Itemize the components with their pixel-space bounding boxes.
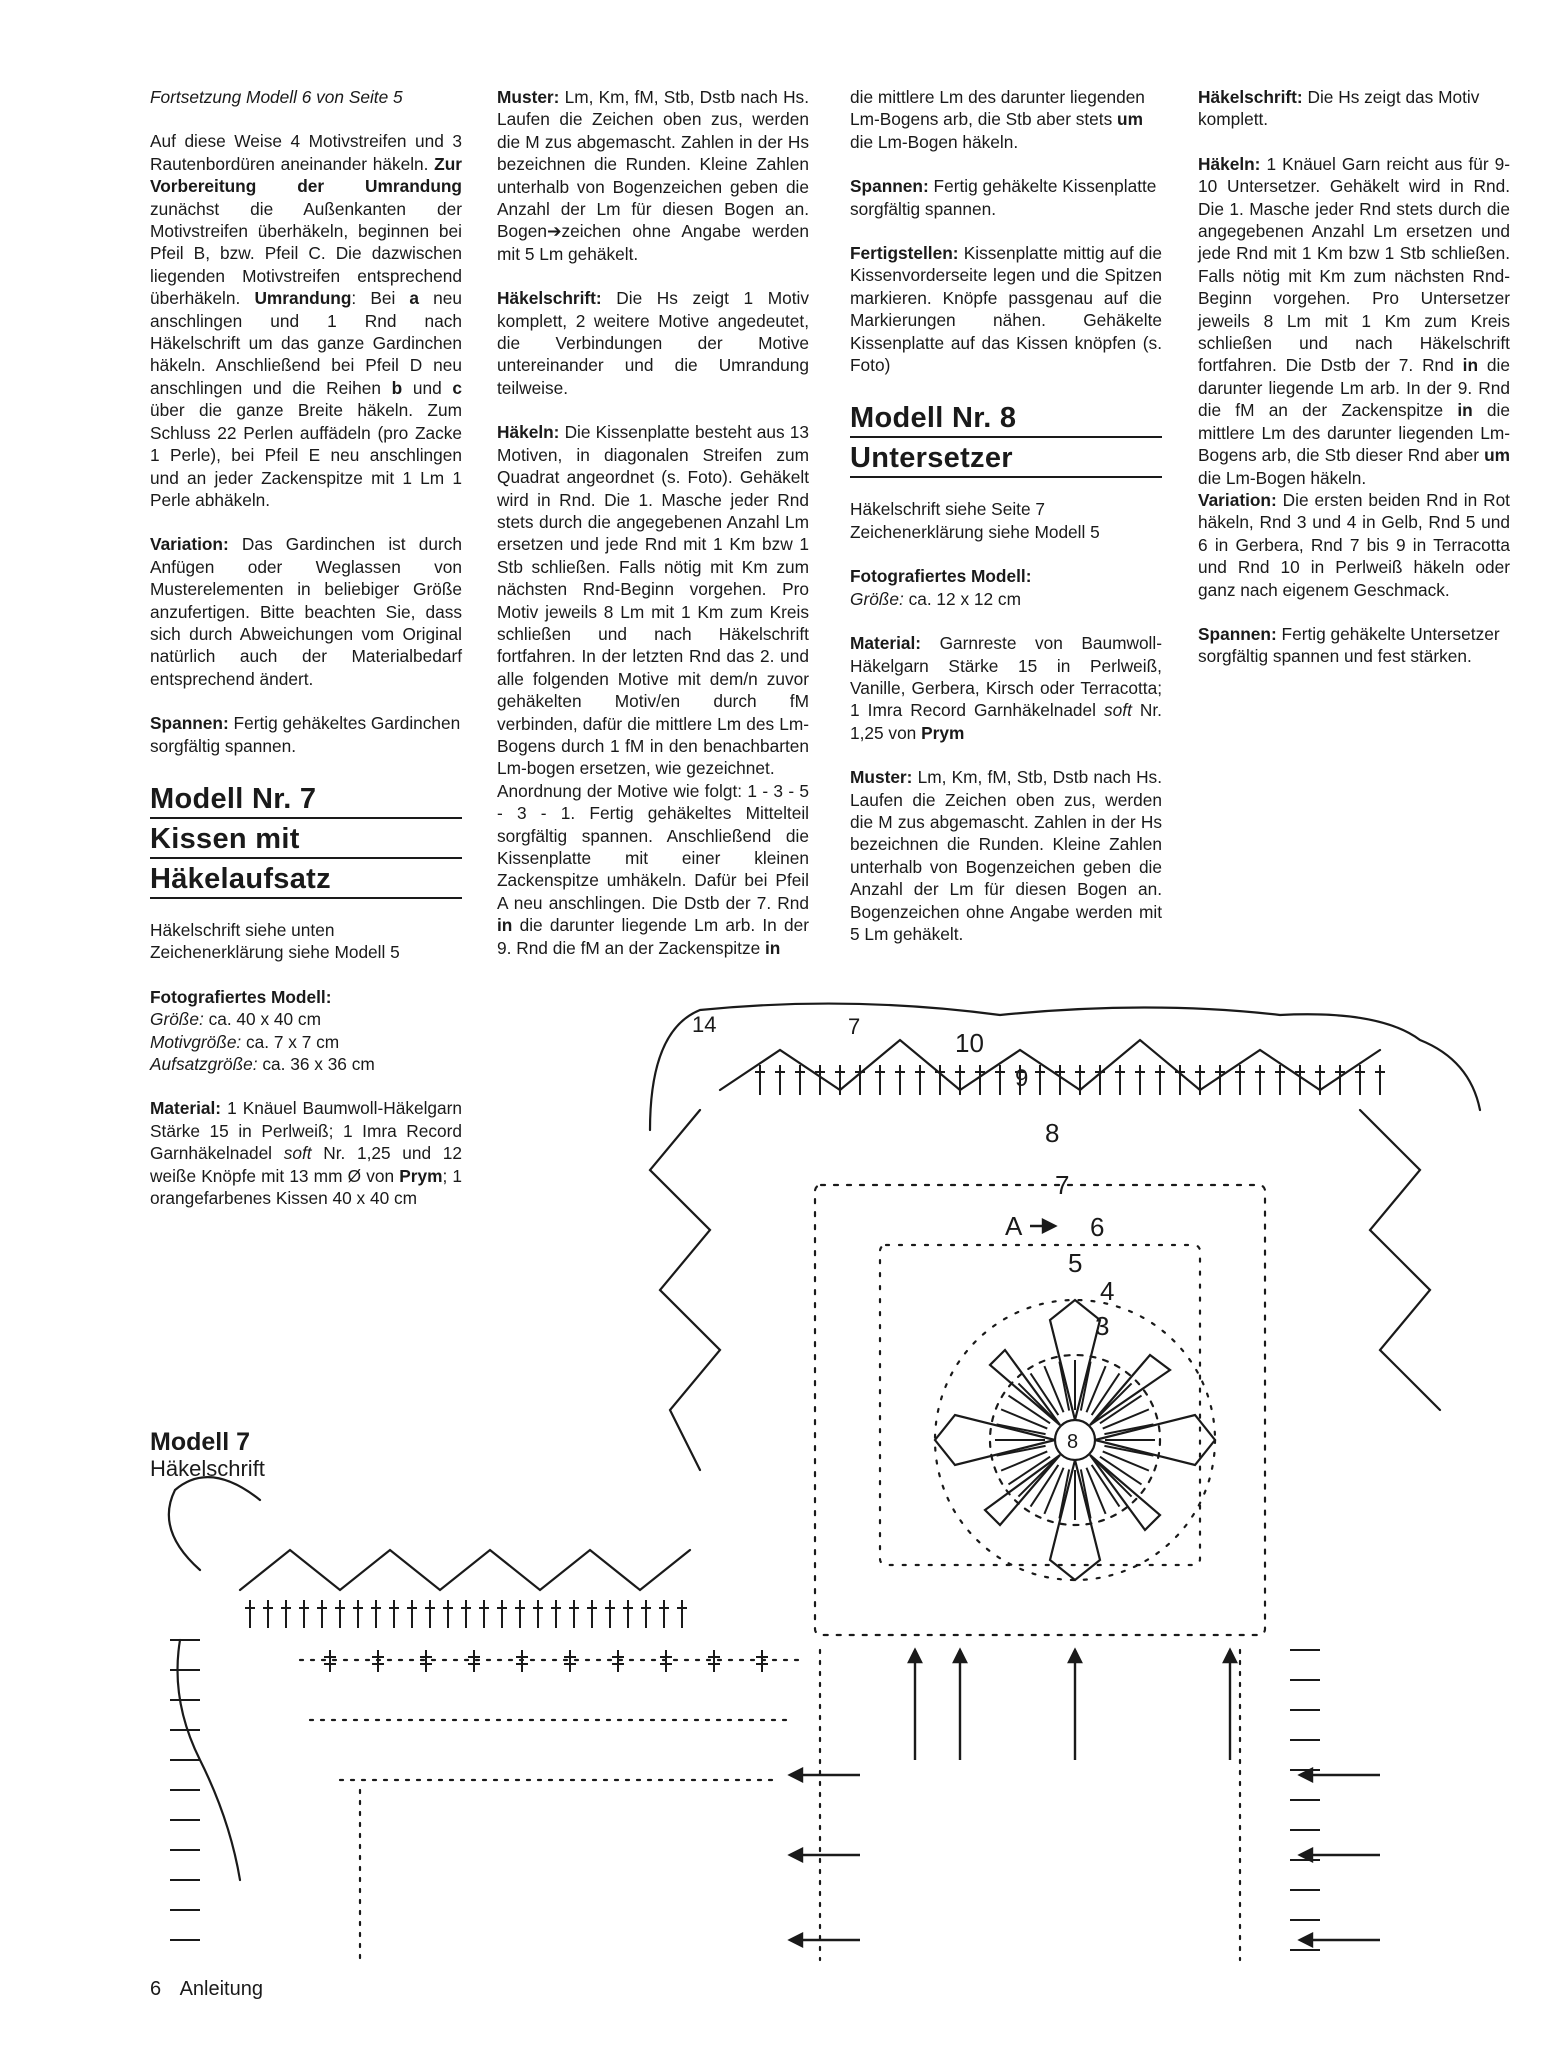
- join-arrow-head: [1069, 1650, 1081, 1662]
- radial-stitch: [1104, 1446, 1153, 1456]
- radial-stitch: [1081, 1469, 1091, 1518]
- radial-stitch: [1104, 1424, 1153, 1434]
- zigzag-right: [1360, 1110, 1440, 1410]
- label-round-4: 4: [1100, 1276, 1115, 1306]
- chart-caption-subtitle: Häkelschrift: [150, 1456, 265, 1481]
- radial-stitch: [1059, 1469, 1069, 1518]
- join-arrow-head: [790, 1769, 802, 1781]
- radial-stitch: [1086, 1366, 1105, 1412]
- model-8-haekelschrift: Häkelschrift: Die Hs zeigt das Motiv komplett.: [1198, 87, 1480, 130]
- join-arrow-head: [790, 1849, 802, 1861]
- model-7-photo-info: Fotografiertes Modell: Größe: ca. 40 x 40 cm Motivgröße: ca. 7 x 7 cm Aufsatzgröße: ca. 36 x 36 cm: [150, 986, 375, 1074]
- label-round-6: 6: [1090, 1212, 1105, 1242]
- page-footer: [150, 1978, 277, 2001]
- model-8-photo-info: Fotografiertes Modell: Größe: ca. 12 x 12 cm: [850, 566, 1032, 609]
- model-8-spannen: Spannen: Fertig gehäkelte Untersetzer sorgfältig spannen und fest stärken.: [1198, 623, 1500, 667]
- join-arrow-head: [790, 1934, 802, 1946]
- model-8-material: Material: Garnreste von Baumwoll-Häkelgarn Stärke 15 in Perlweiß, Vanille, Gerbera, Kirsch oder Terracotta; 1 Imra Record Garnhäkelnadel soft Nr. 1,25 von Prym: [850, 633, 1162, 743]
- chart-caption-title: Modell 7: [150, 1428, 251, 1456]
- label-round-8: 8: [1045, 1118, 1060, 1148]
- model-7-anordnung: Anordnung der Motive wie folgt: 1 - 3 - 5 - 3 - 1. Fertig gehäkeltes Mittelteil sorgfältig spannen. Anschließend die Kissenplatte mit einer kleinen Zackenspitze umhäkeln. Dafür bei Pfeil A neu anschlingen. Die Dstb der 7. Rnd in die darunter liegende Lm arb. In der 9. Rnd die fM an der Zackenspitze in: [497, 780, 809, 958]
- radial-stitch: [997, 1424, 1046, 1434]
- paragraph-variation: Variation: Das Gardinchen ist durch Anfügen oder Weglassen von Musterelementen in beliebiger Größe anzufertigen. Bitte beachten Sie, dass sich durch Abweichungen vom Original natürlich auch der Materialbedarf entsprechend ändert.: [150, 534, 462, 689]
- outer-scallop-left: [169, 1477, 260, 1570]
- zigzag-bottom: [240, 1550, 690, 1590]
- paragraph-umrandung: Auf diese Weise 4 Motivstreifen und 3 Rautenbordüren aneinander häkeln. Zur Vorbereitung der Umrandung zunächst die Außenkanten der Motivstreifen überhäkeln, beginnen bei Pfeil B, bzw. Pfeil C. Die dazwischen liegenden Motivstreifen entsprechend überhäkeln. Umrandung: Bei a neu anschlingen und 1 Rnd nach Häkelschrift um das ganze Gardinchen häkeln. Anschließend bei Pfeil D neu anschlingen und die Reihen b und c über die ganze Breite häkeln. Zum Schluss 22 Perlen auffädeln (pro Zacke 1 Perle), bei Pfeil E neu anschlingen und an jeder Zackenspitze mit 1 Lm 1 Perle abhäkeln.: [150, 131, 463, 510]
- join-arrow-head: [1224, 1650, 1236, 1662]
- model-8-muster: Muster: Lm, Km, fM, Stb, Dstb nach Hs. Laufen die Zeichen oben zus, werden die M zus abgemascht. Zahlen in der Hs bezeichnen die Runden. Kleine Zahlen unterhalb von Bogenzeichen geben die Anzahl der Lm für diesen Bogen an. Bogenzeichen ohne Angabe werden mit 5 Lm gehäkelt.: [850, 767, 1162, 944]
- join-arrow-head: [909, 1650, 921, 1662]
- model-8-references: Häkelschrift siehe Seite 7 Zeichenerklärung siehe Modell 5: [850, 499, 1100, 542]
- radial-stitch: [1081, 1362, 1091, 1411]
- model-7-material: Material: 1 Knäuel Baumwoll-Häkelgarn Stärke 15 in Perlweiß; 1 Imra Record Garnhäkelnadel soft Nr. 1,25 und 12 weiße Knöpfe mit 13 mm Ø von Prym; 1 orangefarbenes Kissen 40 x 40 cm: [150, 1098, 462, 1209]
- join-arrow-head: [1300, 1934, 1312, 1946]
- radial-stitch: [1103, 1451, 1149, 1470]
- label-marker-a: A: [1005, 1211, 1023, 1241]
- label-round-10: 10: [955, 1028, 984, 1058]
- zigzag-left-upper: [650, 1110, 720, 1470]
- model-7-references: Häkelschrift siehe unten Zeichenerklärung siehe Modell 5: [150, 919, 400, 963]
- label-center-8: 8: [1067, 1431, 1079, 1453]
- model-8-haekeln: Häkeln: 1 Knäuel Garn reicht aus für 9-10 Untersetzer. Gehäkelt wird in Rnd. Die 1. Masche jeder Rnd stets durch die angegebenen Anzahl Lm ersetzen und jede Rnd mit 1 Km bzw 1 Stb schließen. Falls nötig mit Km zum nächsten Rnd-Beginn vorgehen. Pro Untersetzer jeweils 8 Lm mit 1 Km zum Kreis schließen und nach Häkelschrift fortfahren. Die Dstb der 7. Rnd in die darunter liegende Lm arb. In der 9. Rnd die fM an der Zackenspitze in die mittlere Lm des darunter liegenden Lm-Bogens arb, die Stb dieser Rnd aber um die Lm-Bogen häkeln.: [1198, 153, 1510, 488]
- model-7-muster: Muster: Lm, Km, fM, Stb, Dstb nach Hs. Laufen die Zeichen oben zus, werden die M zus abgemascht. Zahlen in der Hs bezeichnen die Runden. Kleine Zahlen unterhalb von Bogenzeichen geben die Anzahl der Lm für diesen Bogen an. Bogen➔zeichen ohne Angabe werden mit 5 Lm gehäkelt.: [497, 87, 809, 264]
- radial-stitch: [1044, 1468, 1063, 1514]
- label-round-5: 5: [1068, 1248, 1083, 1278]
- label-top-7: 7: [848, 1014, 861, 1039]
- motif-frame: [815, 1185, 1265, 1635]
- radial-stitch: [1044, 1366, 1063, 1412]
- join-arrow-head: [1043, 1220, 1055, 1232]
- label-arc-14: 14: [692, 1012, 717, 1037]
- radial-stitch: [1086, 1468, 1105, 1514]
- radial-stitch: [1001, 1409, 1047, 1428]
- label-round-7: 7: [1055, 1170, 1070, 1200]
- join-arrow-head: [954, 1650, 966, 1662]
- model-8-heading: Modell Nr. 8 Untersetzer: [850, 398, 1162, 478]
- model-7-haekeln: Häkeln: Die Kissenplatte besteht aus 13 Motiven, in diagonalen Streifen zum Quadrat angeordnet (s. Foto). Gehäkelt wird in Rnd. Die 1. Masche jeder Rnd stets durch die angegebenen Anzahl Lm ersetzen und jede Rnd mit 1 Km bzw 1 Stb schließen. Falls nötig mit Km zum nächsten Rnd-Beginn vorgehen. Pro Motiv jeweils 8 Lm mit 1 Km zum Kreis schließen und nach Häkelschrift fortfahren. In der letzten Rnd das 2. und alle folgenden Motive mit dem/n zuvor gehäkelten Motiv/en durch fM verbinden, dafür die mittlere Lm des Lm-Bogens durch 1 fM in den benachbarten Lm-bogen ersetzen, wie gezeichnet.: [497, 422, 809, 779]
- continued-note: Fortsetzung Modell 6 von Seite 5: [150, 87, 403, 107]
- radial-stitch: [1059, 1362, 1069, 1411]
- model-7-spannen: Spannen: Fertig gehäkelte Kissenplatte sorgfältig spannen.: [850, 176, 1157, 219]
- radial-stitch: [1001, 1451, 1047, 1470]
- model-7-fertigstellen: Fertigstellen: Kissenplatte mittig auf die Kissenvorderseite legen und die Spitzen markieren. Knöpfe passgenau auf die Markierungen nähen. Gehäkelte Kissenplatte auf das Kissen knöpfen (s. Foto): [850, 243, 1162, 376]
- footer-section: Anleitung: [179, 1978, 263, 2000]
- model-7-haekelschrift: Häkelschrift: Die Hs zeigt 1 Motiv komplett, 2 weitere Motive angedeutet, die Verbindungen der Motive untereinander und die Umrandung teilweise.: [497, 288, 809, 398]
- model-8-variation: Variation: Die ersten beiden Rnd in Rot häkeln, Rnd 3 und 4 in Gelb, Rnd 5 und 6 in Gerbera, Rnd 7 bis 9 in Terracotta und Rnd 10 in Perlweiß häkeln oder ganz nach eigenem Geschmack.: [1198, 489, 1510, 600]
- chart-caption: [150, 1428, 265, 1482]
- paragraph-spannen: Spannen: Fertig gehäkeltes Gardinchen sorgfältig spannen.: [150, 713, 461, 756]
- label-round-9: 9: [1015, 1065, 1029, 1092]
- page-number: 6: [150, 1978, 162, 2000]
- model-7-heading: Modell Nr. 7 Kissen mit Häkelaufsatz: [150, 779, 462, 899]
- radial-stitch: [997, 1446, 1046, 1456]
- model-7-continued: die mittlere Lm des darunter liegenden Lm-Bogens arb, die Stb aber stets um die Lm-Bogen häkeln.: [850, 87, 1145, 152]
- label-round-3: 3: [1095, 1311, 1110, 1341]
